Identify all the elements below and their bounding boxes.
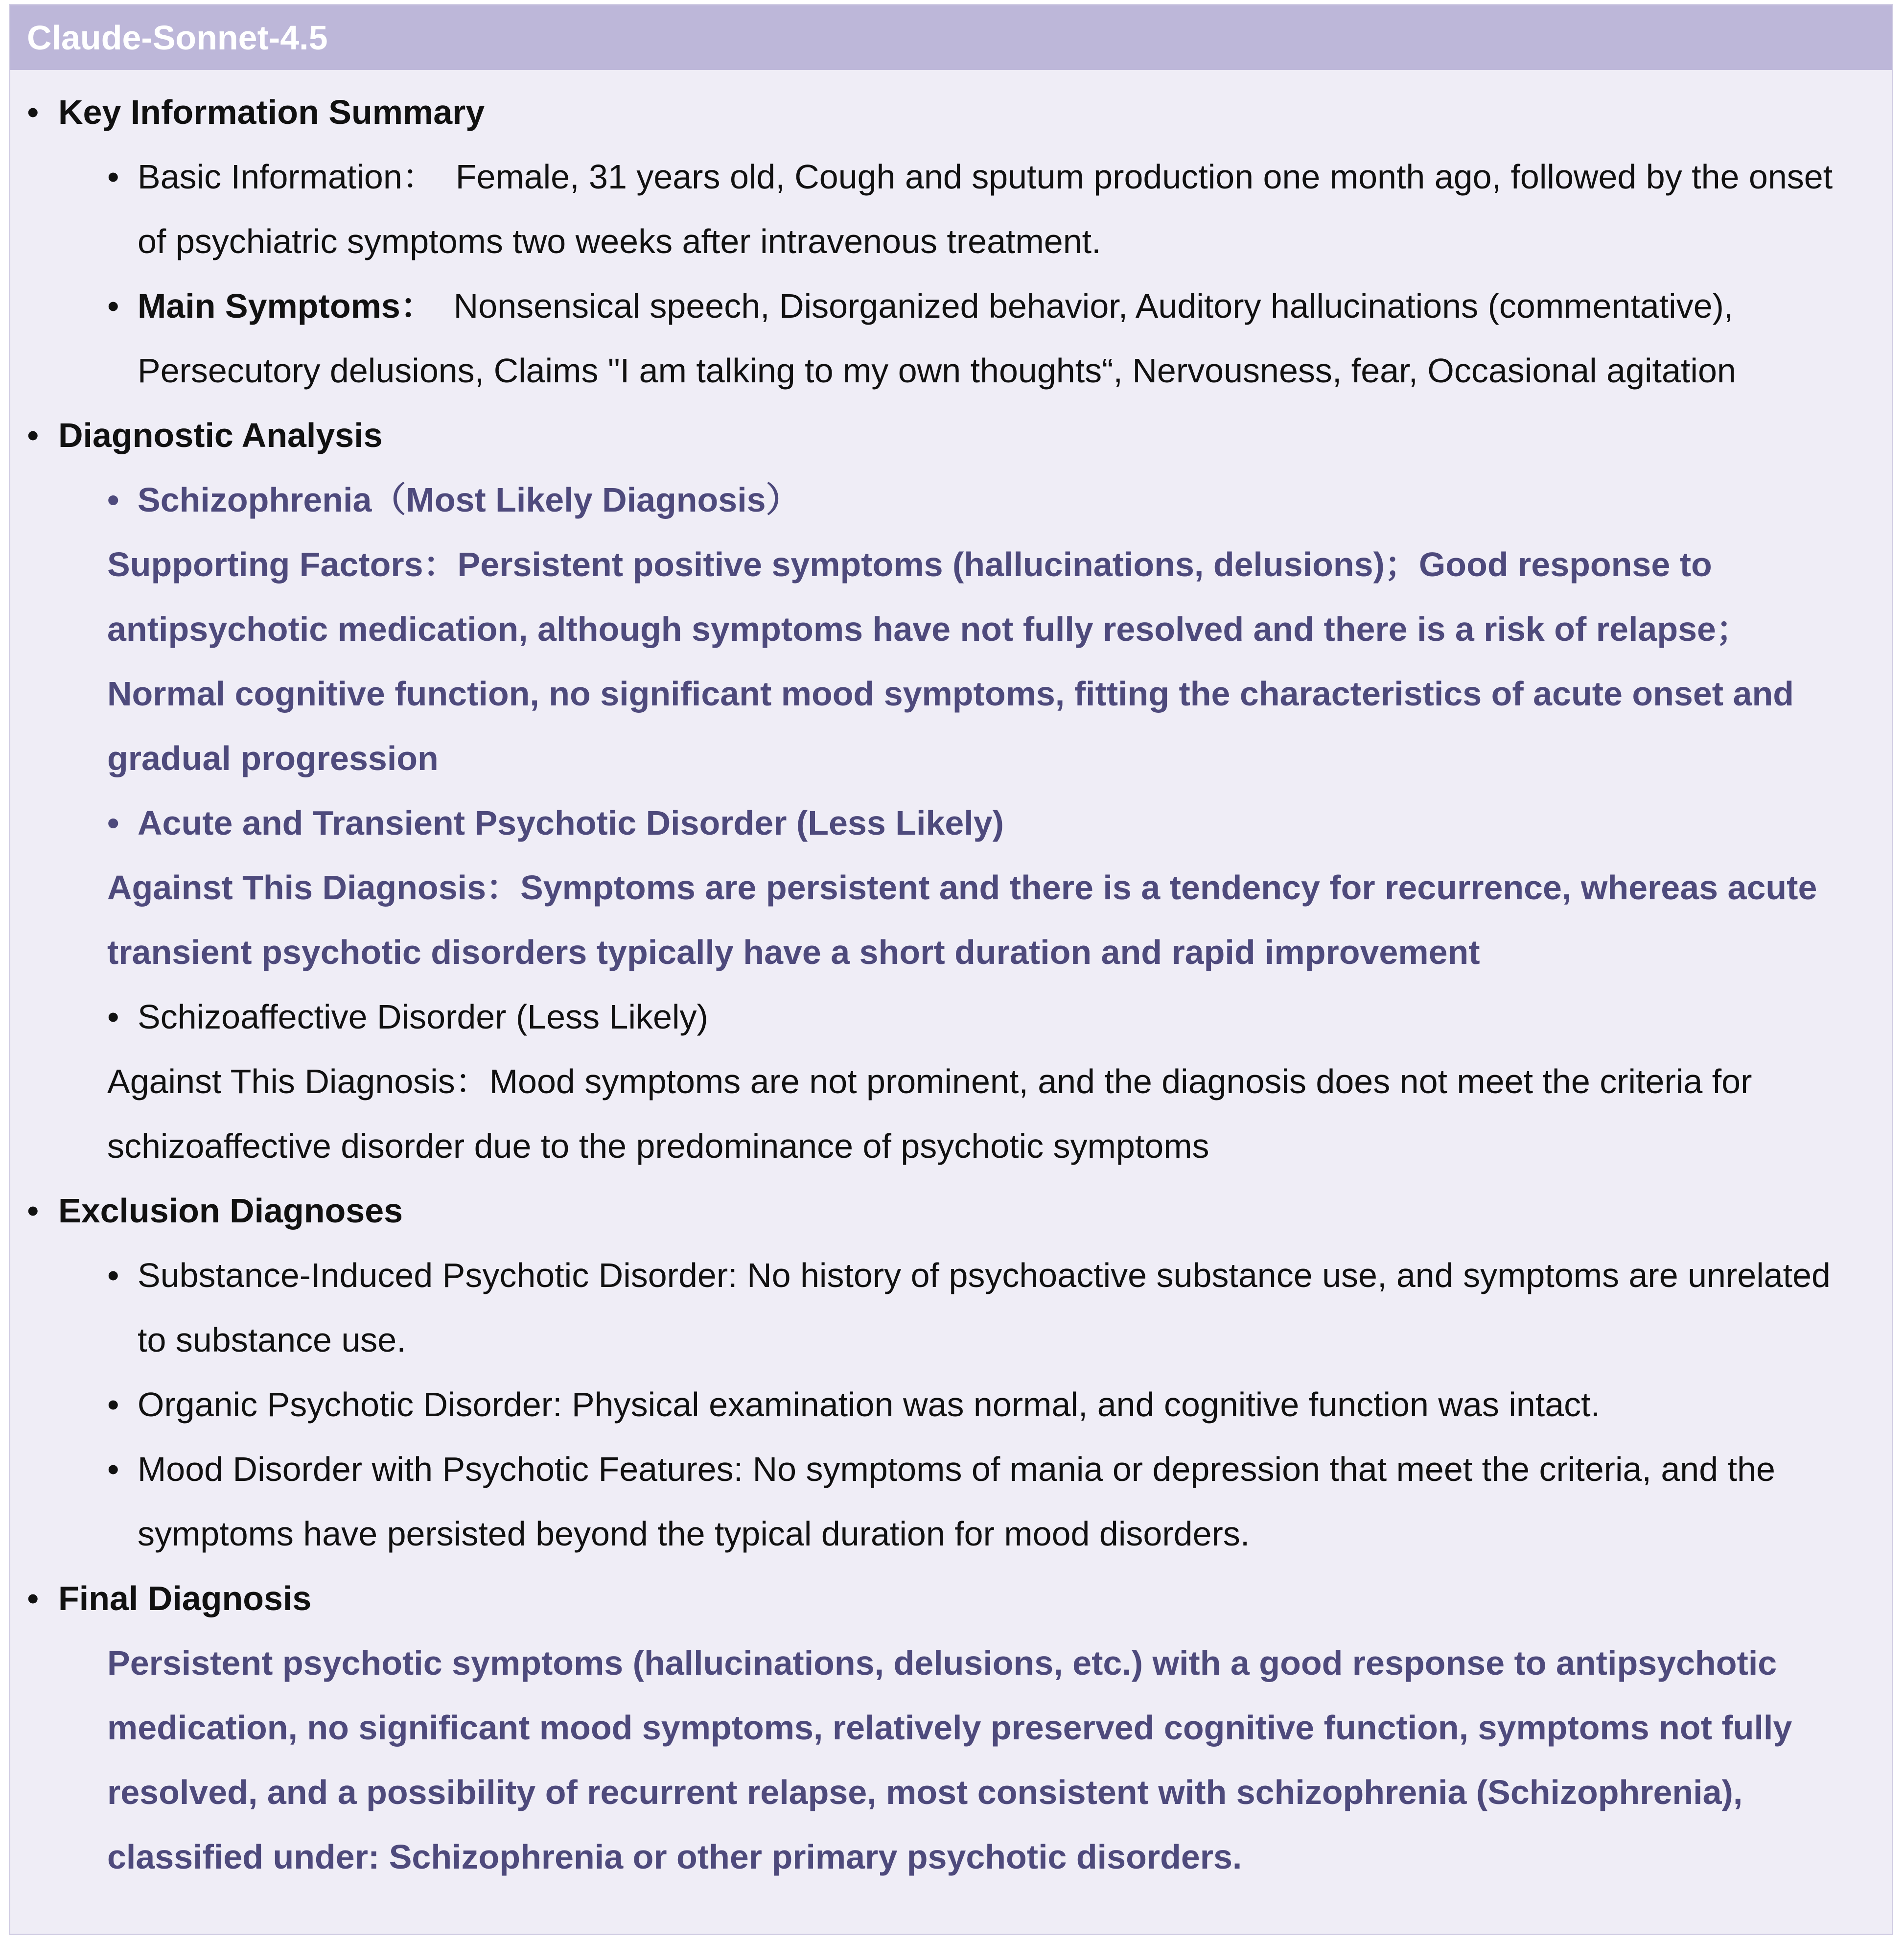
- heading-final-diagnosis: • Final Diagnosis: [10, 1566, 1892, 1631]
- diagnosis-schizoaffective-text: Against This Diagnosis：Mood symptoms are not prominent, and the diagnosis does not meet the criteria for schizoaffective disorder due to the predominance of psychotic symptoms: [107, 1062, 1752, 1165]
- heading-exclusion-diagnoses: • Exclusion Diagnoses: [10, 1178, 1892, 1243]
- heading-diagnostic-analysis: • Diagnostic Analysis: [10, 403, 1892, 468]
- exclusion-item: • Mood Disorder with Psychotic Features: No symptoms of mania or depression that meet the criteria, and the symptoms have persisted beyond the typical duration for mood disorders.: [10, 1437, 1892, 1566]
- final-diagnosis-text: Persistent psychotic symptoms (hallucinations, delusions, etc.) with a good response to antipsychotic medication, no significant mood symptoms, relatively preserved cognitive function, symptoms not fully resolved, and a possibility of recurrent relapse, most consistent with schizophrenia (Schizophrenia), classified under: Schizophrenia or other primary psychotic disorders.: [107, 1644, 1792, 1876]
- basic-information-text: Female, 31 years old, Cough and sputum production one month ago, followed by the onset of psychiatric symptoms two weeks after intravenous treatment.: [138, 158, 1833, 260]
- main-symptoms-item: [10, 274, 1892, 403]
- diagnosis-acute-transient-text: Against This Diagnosis：Symptoms are persistent and there is a tendency for recurrence, whereas acute transient psychotic disorders typically have a short duration and rapid improvement: [107, 868, 1817, 971]
- diagnosis-schizoaffective-title: • Schizoaffective Disorder (Less Likely): [10, 984, 1892, 1049]
- main-symptoms-text: Nonsensical speech, Disorganized behavior, Auditory hallucinations (commentative), Persecutory delusions, Claims "I am talking to my own thoughts“, Nervousness, fear, Occasional agitation: [138, 287, 1736, 390]
- model-name-header: Claude-Sonnet-4.5: [10, 5, 1892, 70]
- diagnosis-schizophrenia-text: Supporting Factors：Persistent positive symptoms (hallucinations, delusions)；Good response to antipsychotic medication, although symptoms have not fully resolved and there is a risk of relapse；Normal cognitive function, no significant mood symptoms, fitting the characteristics of acute onset and gradual progression: [107, 545, 1794, 777]
- exclusion-item: • Organic Psychotic Disorder: Physical examination was normal, and cognitive function was intact.: [10, 1372, 1892, 1437]
- exclusion-item: • Substance-Induced Psychotic Disorder: No history of psychoactive substance use, and symptoms are unrelated to substance use.: [10, 1243, 1892, 1372]
- diagnosis-acute-transient-title: • Acute and Transient Psychotic Disorder (Less Likely): [10, 791, 1892, 855]
- response-panel: [9, 4, 1893, 1935]
- basic-information-label: Basic Information：: [138, 158, 437, 196]
- basic-information-item: [10, 144, 1892, 274]
- main-symptoms-label: Main Symptoms：: [138, 287, 435, 325]
- heading-key-information: • Key Information Summary: [10, 80, 1892, 144]
- response-body: [10, 70, 1892, 1889]
- diagnosis-schizophrenia-title: • Schizophrenia（Most Likely Diagnosis）: [10, 468, 1892, 532]
